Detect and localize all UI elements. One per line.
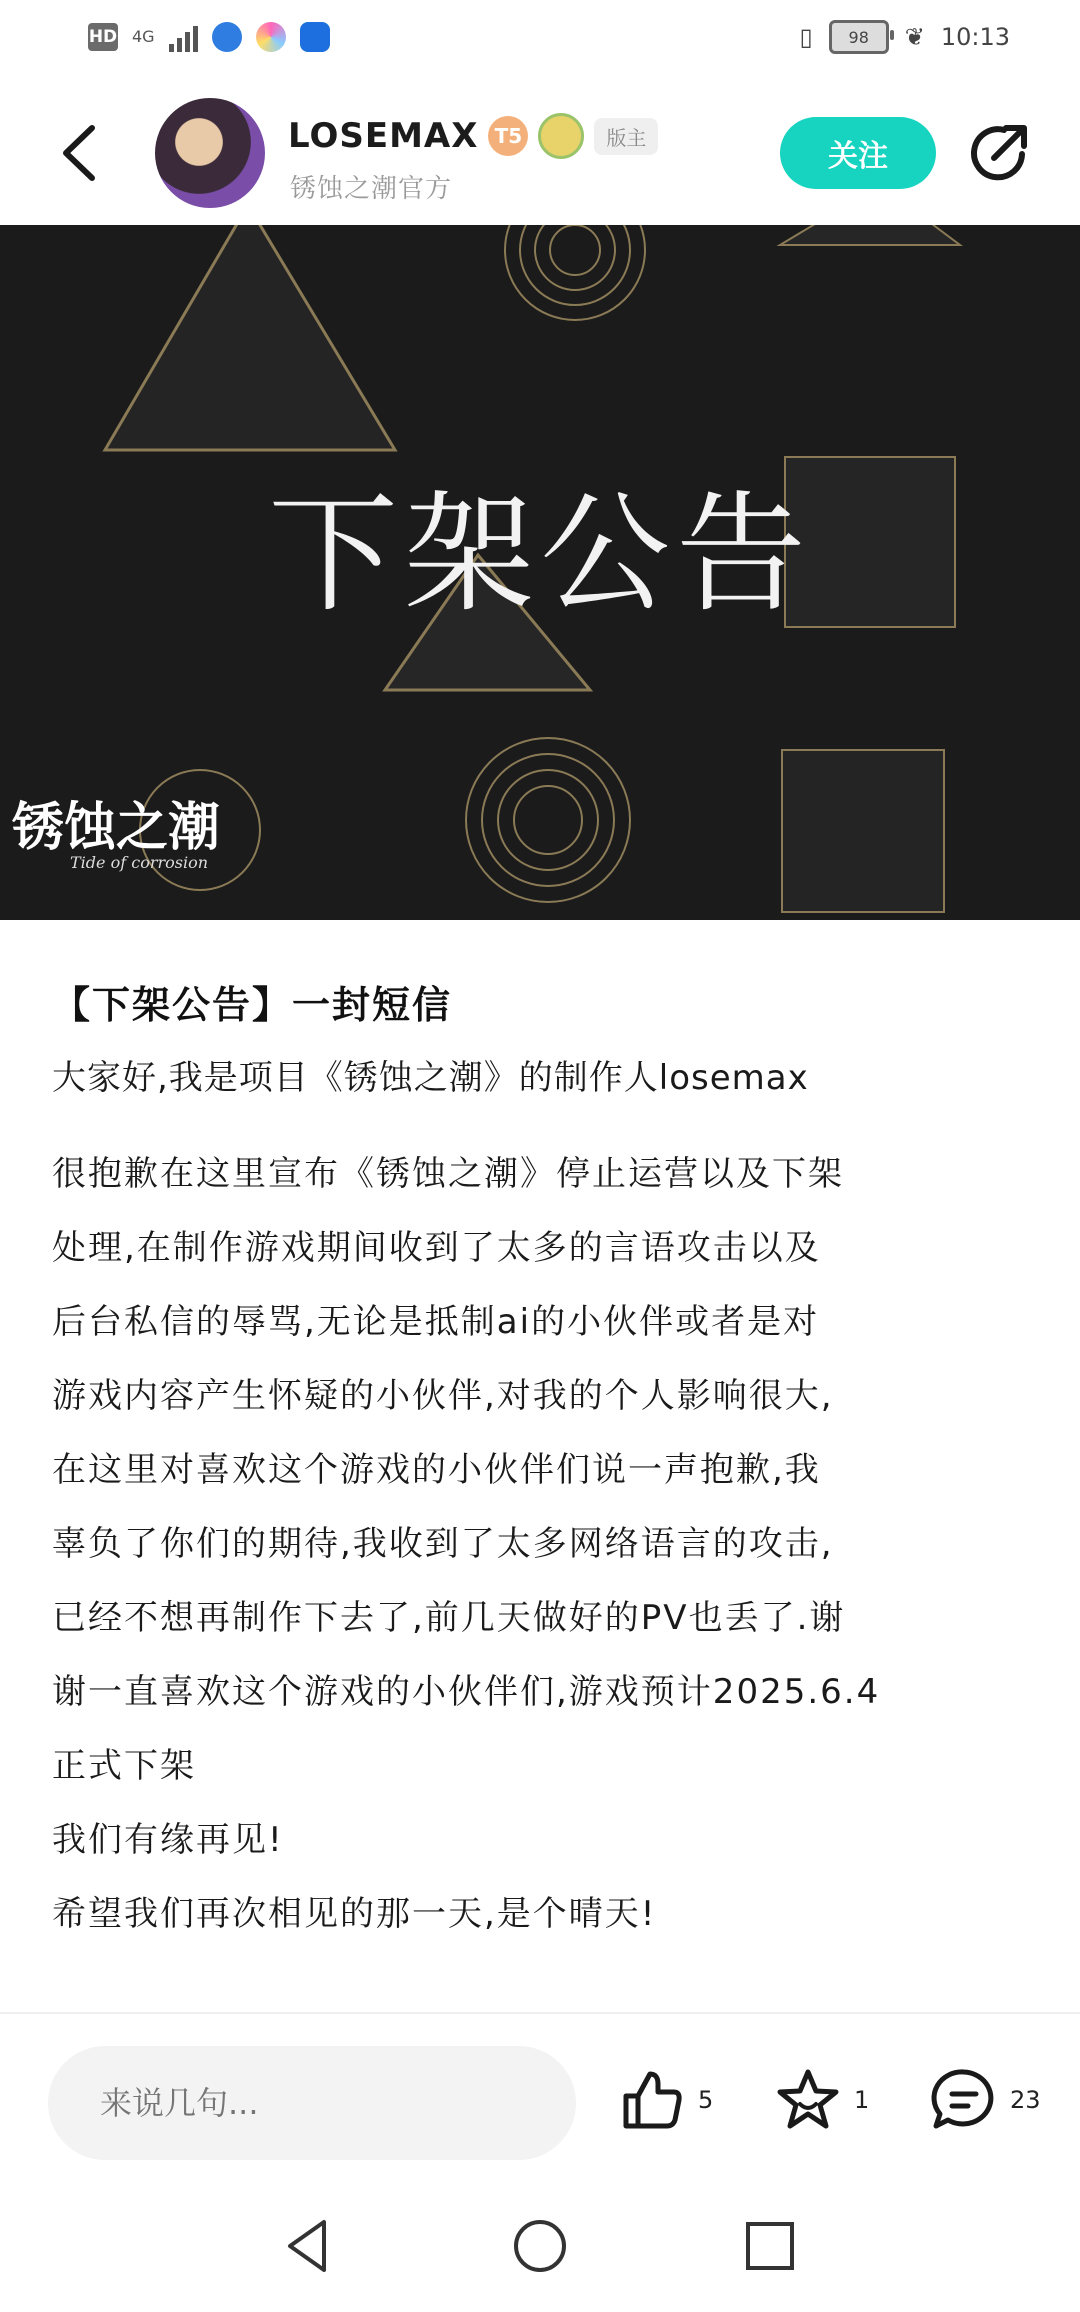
nav-recents-icon[interactable]: [740, 2216, 800, 2276]
author-subtitle: 锈蚀之潮官方: [290, 174, 453, 204]
body-line: 正式下架: [52, 1746, 196, 1786]
status-right: [800, 20, 1011, 54]
post-header: [0, 80, 1080, 225]
game-logo-subtitle: Tide of corrosion: [70, 853, 209, 872]
status-bar: [0, 0, 1080, 80]
bottom-action-bar: [0, 2014, 1080, 2184]
comment-count: 23: [1010, 2086, 1041, 2114]
body-line: 游戏内容产生怀疑的小伙伴,对我的个人影响很大,: [52, 1376, 834, 1416]
network-type: 4G: [132, 27, 155, 46]
medal-badge-icon: [538, 113, 584, 159]
hd-indicator: HD: [88, 23, 118, 51]
body-line: 希望我们再次相见的那一天,是个晴天!: [52, 1894, 657, 1934]
comment-input[interactable]: [48, 2046, 576, 2160]
like-button[interactable]: [616, 2064, 713, 2136]
body-line: 我们有缘再见!: [52, 1820, 284, 1860]
status-left: [88, 22, 330, 52]
battery-level: 98: [848, 27, 869, 47]
thumbs-up-icon: [616, 2064, 688, 2136]
comment-bubble-icon: [928, 2064, 1000, 2136]
banner-title: 下架公告: [267, 478, 812, 630]
star-icon: [772, 2064, 844, 2136]
vibrate-icon: ▯: [799, 23, 813, 51]
like-count: 5: [698, 2086, 714, 2114]
body-line: 已经不想再制作下去了,前几天做好的PV也丢了.谢: [52, 1598, 846, 1638]
body-line: 后台私信的辱骂,无论是抵制ai的小伙伴或者是对: [52, 1302, 820, 1342]
bulb-app-icon: [300, 22, 330, 52]
comment-button[interactable]: [928, 2064, 1041, 2136]
nav-home-icon[interactable]: [510, 2216, 570, 2276]
post-body: [52, 1137, 1042, 1951]
signal-icon: [169, 22, 198, 52]
body-line: 谢一直喜欢这个游戏的小伙伴们,游戏预计2025.6.4: [52, 1672, 881, 1712]
favorite-count: 1: [854, 2086, 870, 2114]
level-badge: T5: [488, 116, 528, 156]
moderator-tag: 版主: [594, 118, 658, 155]
share-icon[interactable]: [964, 118, 1034, 188]
system-nav-bar: [0, 2184, 1080, 2312]
body-line: 辜负了你们的期待,我收到了太多网络语言的攻击,: [52, 1524, 834, 1564]
body-line: 很抱歉在这里宣布《锈蚀之潮》停止运营以及下架: [52, 1154, 844, 1194]
photos-app-icon: [256, 22, 286, 52]
author-name[interactable]: LOSEMAX: [288, 116, 479, 156]
favorite-button[interactable]: [772, 2064, 869, 2136]
battery-icon: [829, 20, 889, 54]
post-greeting: 大家好,我是项目《锈蚀之潮》的制作人losemax: [52, 1058, 809, 1098]
post-article: [52, 975, 1042, 1951]
announcement-banner[interactable]: [0, 225, 1080, 920]
author-name-row: [288, 113, 658, 159]
body-line: 在这里对喜欢这个游戏的小伙伴们说一声抱歉,我: [52, 1450, 821, 1490]
browser-app-icon: [212, 22, 242, 52]
back-arrow-icon[interactable]: [52, 118, 112, 188]
body-line: 处理,在制作游戏期间收到了太多的言语攻击以及: [52, 1228, 821, 1268]
author-avatar[interactable]: [155, 98, 265, 208]
follow-button[interactable]: 关注: [780, 117, 936, 189]
game-logo: 锈蚀之潮: [12, 797, 221, 858]
leaf-icon: ❦: [904, 23, 925, 51]
post-title: 【下架公告】一封短信: [52, 983, 453, 1027]
clock: 10:13: [940, 23, 1010, 51]
nav-back-icon[interactable]: [280, 2216, 340, 2276]
